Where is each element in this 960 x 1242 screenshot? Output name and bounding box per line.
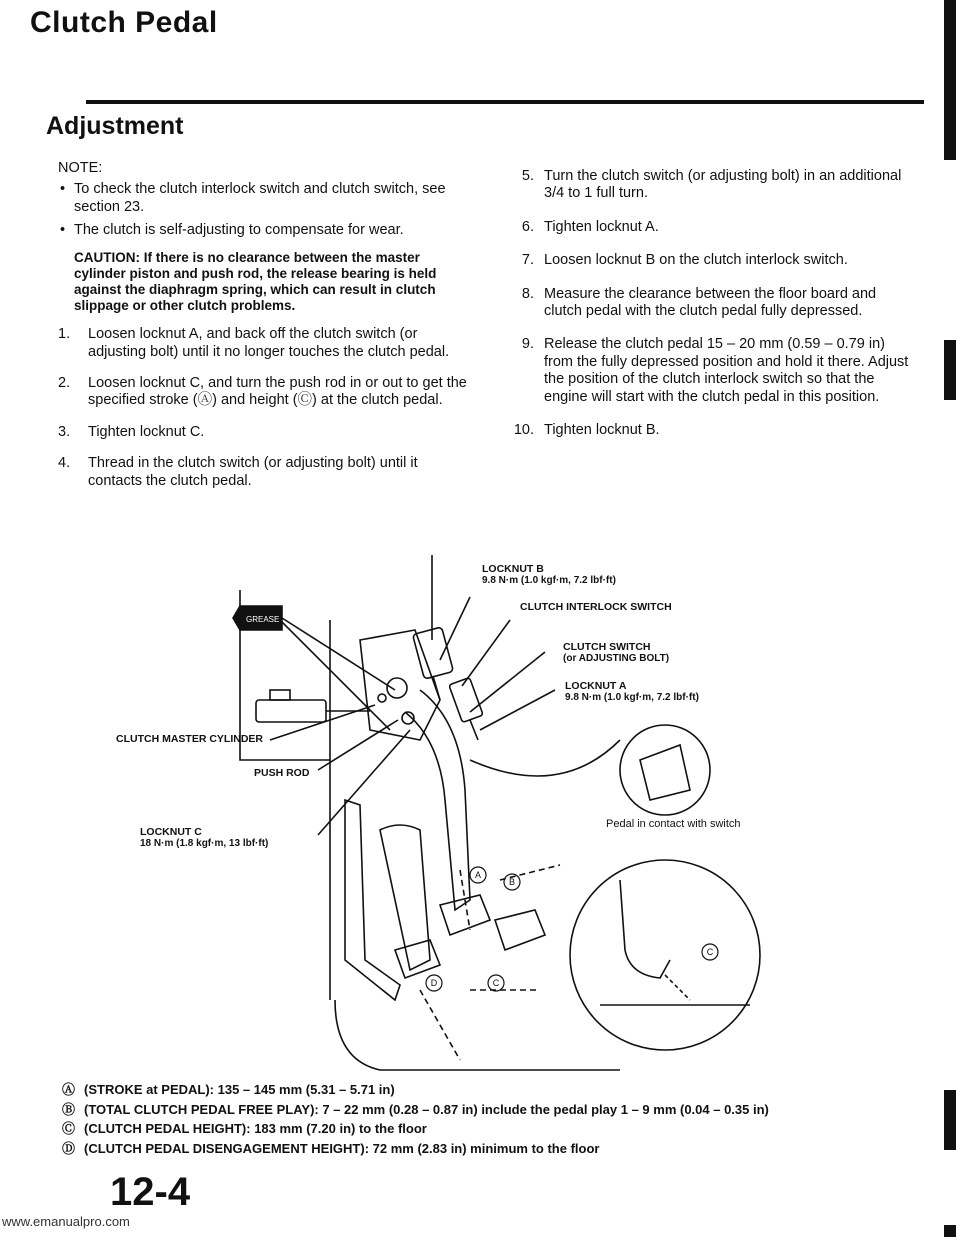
detail-circle-height (570, 860, 760, 1050)
step-text: Thread in the clutch switch (or adjusting bolt) until it contacts the clutch pedal. (88, 455, 418, 489)
push-rod-label: PUSH ROD (254, 767, 310, 779)
spec-line (62, 1100, 942, 1120)
clutch-switch-sub: (or ADJUSTING BOLT) (563, 653, 670, 664)
mark-c: C (492, 978, 500, 988)
step-text: Release the clutch pedal 15 – 20 mm (0.59 – 0.79 in) from the fully depressed position and hold it there. Adjust the position of the clutch interlock switch so that the engine will start with the clutch pedal in this position. (544, 336, 909, 405)
footer-url[interactable]: www.emanualpro.com (2, 1214, 130, 1229)
floor-line (335, 1000, 620, 1070)
step-number: 3. (58, 423, 71, 440)
note-heading: NOTE: (58, 160, 103, 176)
mark-b: B (508, 877, 516, 887)
clutch-switch-label (563, 641, 669, 664)
locknut-c-label (140, 826, 268, 849)
locknut-b-torque: 9.8 N·m (1.0 kgf·m, 7.2 lbf·ft) (482, 575, 616, 586)
step-text: Tighten locknut B. (544, 421, 660, 438)
spec-mark: Ⓒ (62, 1121, 76, 1136)
page-title: Clutch Pedal (30, 6, 218, 39)
spec-list (62, 1080, 942, 1158)
step-number: 4. (58, 455, 71, 472)
detail-leader (470, 740, 620, 776)
grease-icon (233, 606, 282, 630)
step-text: Loosen locknut B on the clutch interlock switch. (544, 252, 848, 269)
spec-line (62, 1139, 942, 1159)
note-bullet: • The clutch is self-adjusting to compensate for wear. (74, 222, 470, 239)
locknut-a-torque: 9.8 N·m (1.0 kgf·m, 7.2 lbf·ft) (565, 692, 699, 703)
master-cylinder (256, 690, 370, 722)
step-number: 7. (521, 252, 534, 269)
firewall-outline (240, 590, 330, 1000)
spec-mark: Ⓑ (62, 1101, 76, 1117)
interlock-switch-label: CLUTCH INTERLOCK SWITCH (520, 601, 672, 613)
step-number: 10. (513, 421, 534, 438)
spec-text: (CLUTCH PEDAL HEIGHT): 183 mm (7.20 in) to the floor (84, 1121, 427, 1136)
spec-text: (CLUTCH PEDAL DISENGAGEMENT HEIGHT): 72 mm (2.83 in) minimum to the floor (84, 1140, 600, 1156)
spec-mark: Ⓐ (62, 1082, 76, 1097)
clutch-switch (449, 677, 483, 740)
detail-switch (640, 745, 690, 800)
step-number: 1. (58, 326, 71, 343)
spec-text: (TOTAL CLUTCH PEDAL FREE PLAY): 7 – 22 mm (0.28 – 0.87 in) include the pedal play 1 – 9 mm (0.04 – 0.35 in) (84, 1101, 769, 1117)
clutch-switch-name: CLUTCH SWITCH (563, 641, 651, 653)
spec-line (62, 1080, 942, 1100)
step-text: Loosen locknut C, and turn the push rod in or out to get the specified stroke (Ⓐ) and height (Ⓒ) at the clutch pedal. (88, 375, 467, 409)
step-text: Tighten locknut C. (88, 423, 205, 440)
page-number: 12-4 (110, 1170, 191, 1214)
mark-c-detail: C (706, 947, 714, 957)
locknut-c-name: LOCKNUT C (140, 826, 202, 838)
locknut-a-name: LOCKNUT A (565, 680, 627, 692)
mark-d: D (430, 978, 438, 988)
pedal-arm (345, 690, 470, 1000)
interlock-switch (413, 627, 454, 700)
spec-text: (STROKE at PEDAL): 135 – 145 mm (5.31 – 5.71 in) (84, 1082, 395, 1097)
master-cylinder-label: CLUTCH MASTER CYLINDER (116, 733, 263, 745)
section-title: Adjustment (46, 112, 184, 140)
locknut-b-name: LOCKNUT B (482, 563, 544, 575)
caution-text: CAUTION: If there is no clearance between the master cylinder piston and push rod, the release bearing is held against the diaphragm spring, which can result in clutch slippage or other clutch problems. (74, 249, 437, 314)
mark-a: A (474, 870, 482, 880)
pedal-contact-label: Pedal in contact with switch (606, 818, 741, 830)
locknut-c-torque: 18 N·m (1.8 kgf·m, 13 lbf·ft) (140, 838, 269, 849)
step-text: Turn the clutch switch (or adjusting bolt) in an additional 3/4 to 1 full turn. (544, 168, 902, 202)
step-text: Loosen locknut A, and back off the clutch switch (or adjusting bolt) until it no longer touches the clutch pedal. (88, 326, 450, 360)
step-number: 6. (521, 218, 534, 235)
spec-mark: Ⓓ (62, 1140, 76, 1156)
locknut-b-label (482, 563, 616, 586)
step-number: 2. (58, 375, 71, 392)
step-number: 8. (521, 285, 534, 302)
locknut-a-label (565, 680, 699, 703)
detail-pedal (620, 880, 670, 978)
pedal-bracket (360, 630, 440, 740)
step-number: 9. (521, 336, 534, 353)
detail-circle-contact (620, 725, 710, 815)
step-number: 5. (521, 168, 534, 184)
spec-line (62, 1119, 942, 1139)
step-text: Tighten locknut A. (544, 218, 659, 235)
step-text: Measure the clearance between the floor board and clutch pedal with the clutch pedal fully depressed. (544, 285, 877, 319)
grease-label: GREASE (246, 615, 280, 624)
note-bullet: • To check the clutch interlock switch and clutch switch, see section 23. (74, 181, 470, 216)
